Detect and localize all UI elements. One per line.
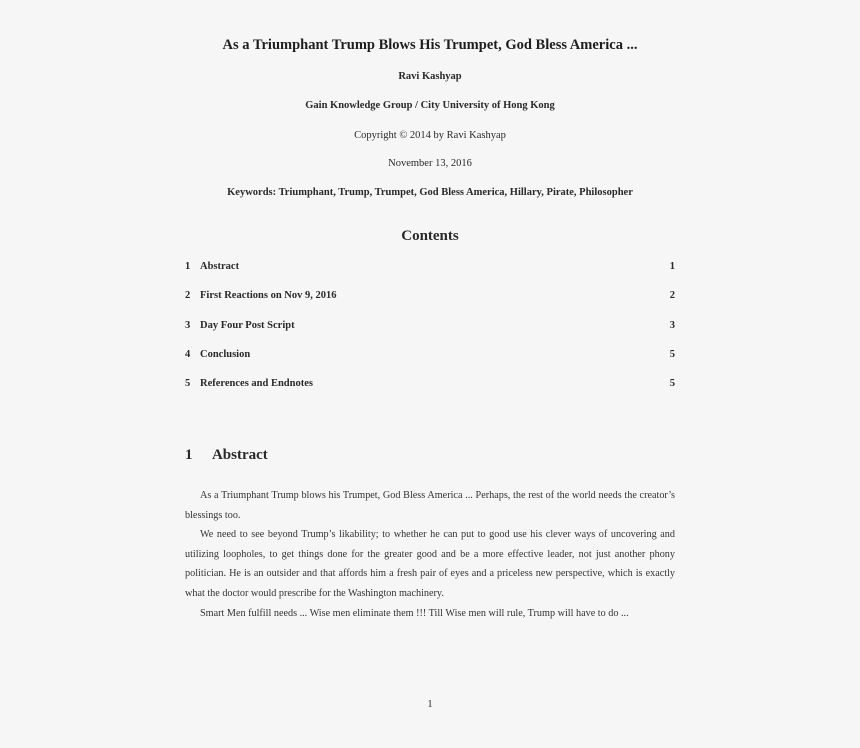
toc-entry-label: Conclusion (200, 348, 251, 360)
toc-entry-page: 2 (669, 290, 675, 302)
toc-entry[interactable] (185, 378, 675, 407)
paragraph: Smart Men fulfill needs ... Wise men eliminate them !!! Till Wise men will rule, Trump will have to do ... (200, 607, 629, 619)
author-name: Ravi Kashyap (398, 71, 462, 82)
toc-entry-page: 1 (669, 261, 675, 272)
toc-entry-number: 5 (185, 378, 191, 390)
paragraph: We need to see beyond Trump’s likability; to whether he can put to good use his clever ways of uncovering and utilizing loopholes, to get things done for the greater good and be a more effective leader, not just another phony politician. He is an outsider and that affords him a fresh pair of eyes and a priceless new perspective, which is exactly what the doctor would prescribe for the Washington machinery. (185, 529, 675, 599)
section-title: Abstract (211, 447, 268, 463)
toc-entry-number: 4 (185, 348, 191, 360)
toc-entry-page: 3 (669, 319, 675, 331)
toc-entry-label: Day Four Post Script (200, 319, 295, 331)
toc-entry-page: 5 (669, 348, 675, 360)
section-heading-abstract (185, 447, 268, 464)
toc-entry-page: 5 (669, 378, 675, 390)
publication-date: November 13, 2016 (388, 158, 472, 169)
toc-entry-label: First Reactions on Nov 9, 2016 (200, 290, 337, 302)
toc-entry[interactable] (185, 290, 675, 319)
toc-entry-label: Abstract (200, 261, 240, 272)
page-number: 1 (427, 699, 433, 710)
section-number: 1 (185, 447, 193, 463)
toc-entry-number: 3 (185, 319, 191, 331)
toc-entry-number: 1 (185, 261, 191, 272)
affiliation: Gain Knowledge Group / City University of Hong Kong (305, 100, 555, 111)
toc-entry-number: 2 (185, 290, 191, 302)
toc-entry[interactable] (185, 320, 675, 349)
table-of-contents (185, 261, 675, 407)
paragraph: As a Triumphant Trump blows his Trumpet, God Bless America ... Perhaps, the rest of the world needs the creator’s blessings too. (185, 490, 675, 521)
toc-entry[interactable] (185, 261, 675, 290)
keywords: Keywords: Triumphant, Trump, Trumpet, God Bless America, Hillary, Pirate, Philosopher (227, 187, 633, 198)
abstract-body (185, 486, 675, 623)
paper-title: As a Triumphant Trump Blows His Trumpet, God Bless America ... (222, 37, 638, 53)
toc-entry[interactable] (185, 349, 675, 378)
copyright-notice: Copyright © 2014 by Ravi Kashyap (354, 130, 506, 141)
contents-heading: Contents (401, 228, 459, 244)
toc-entry-label: References and Endnotes (200, 378, 313, 390)
